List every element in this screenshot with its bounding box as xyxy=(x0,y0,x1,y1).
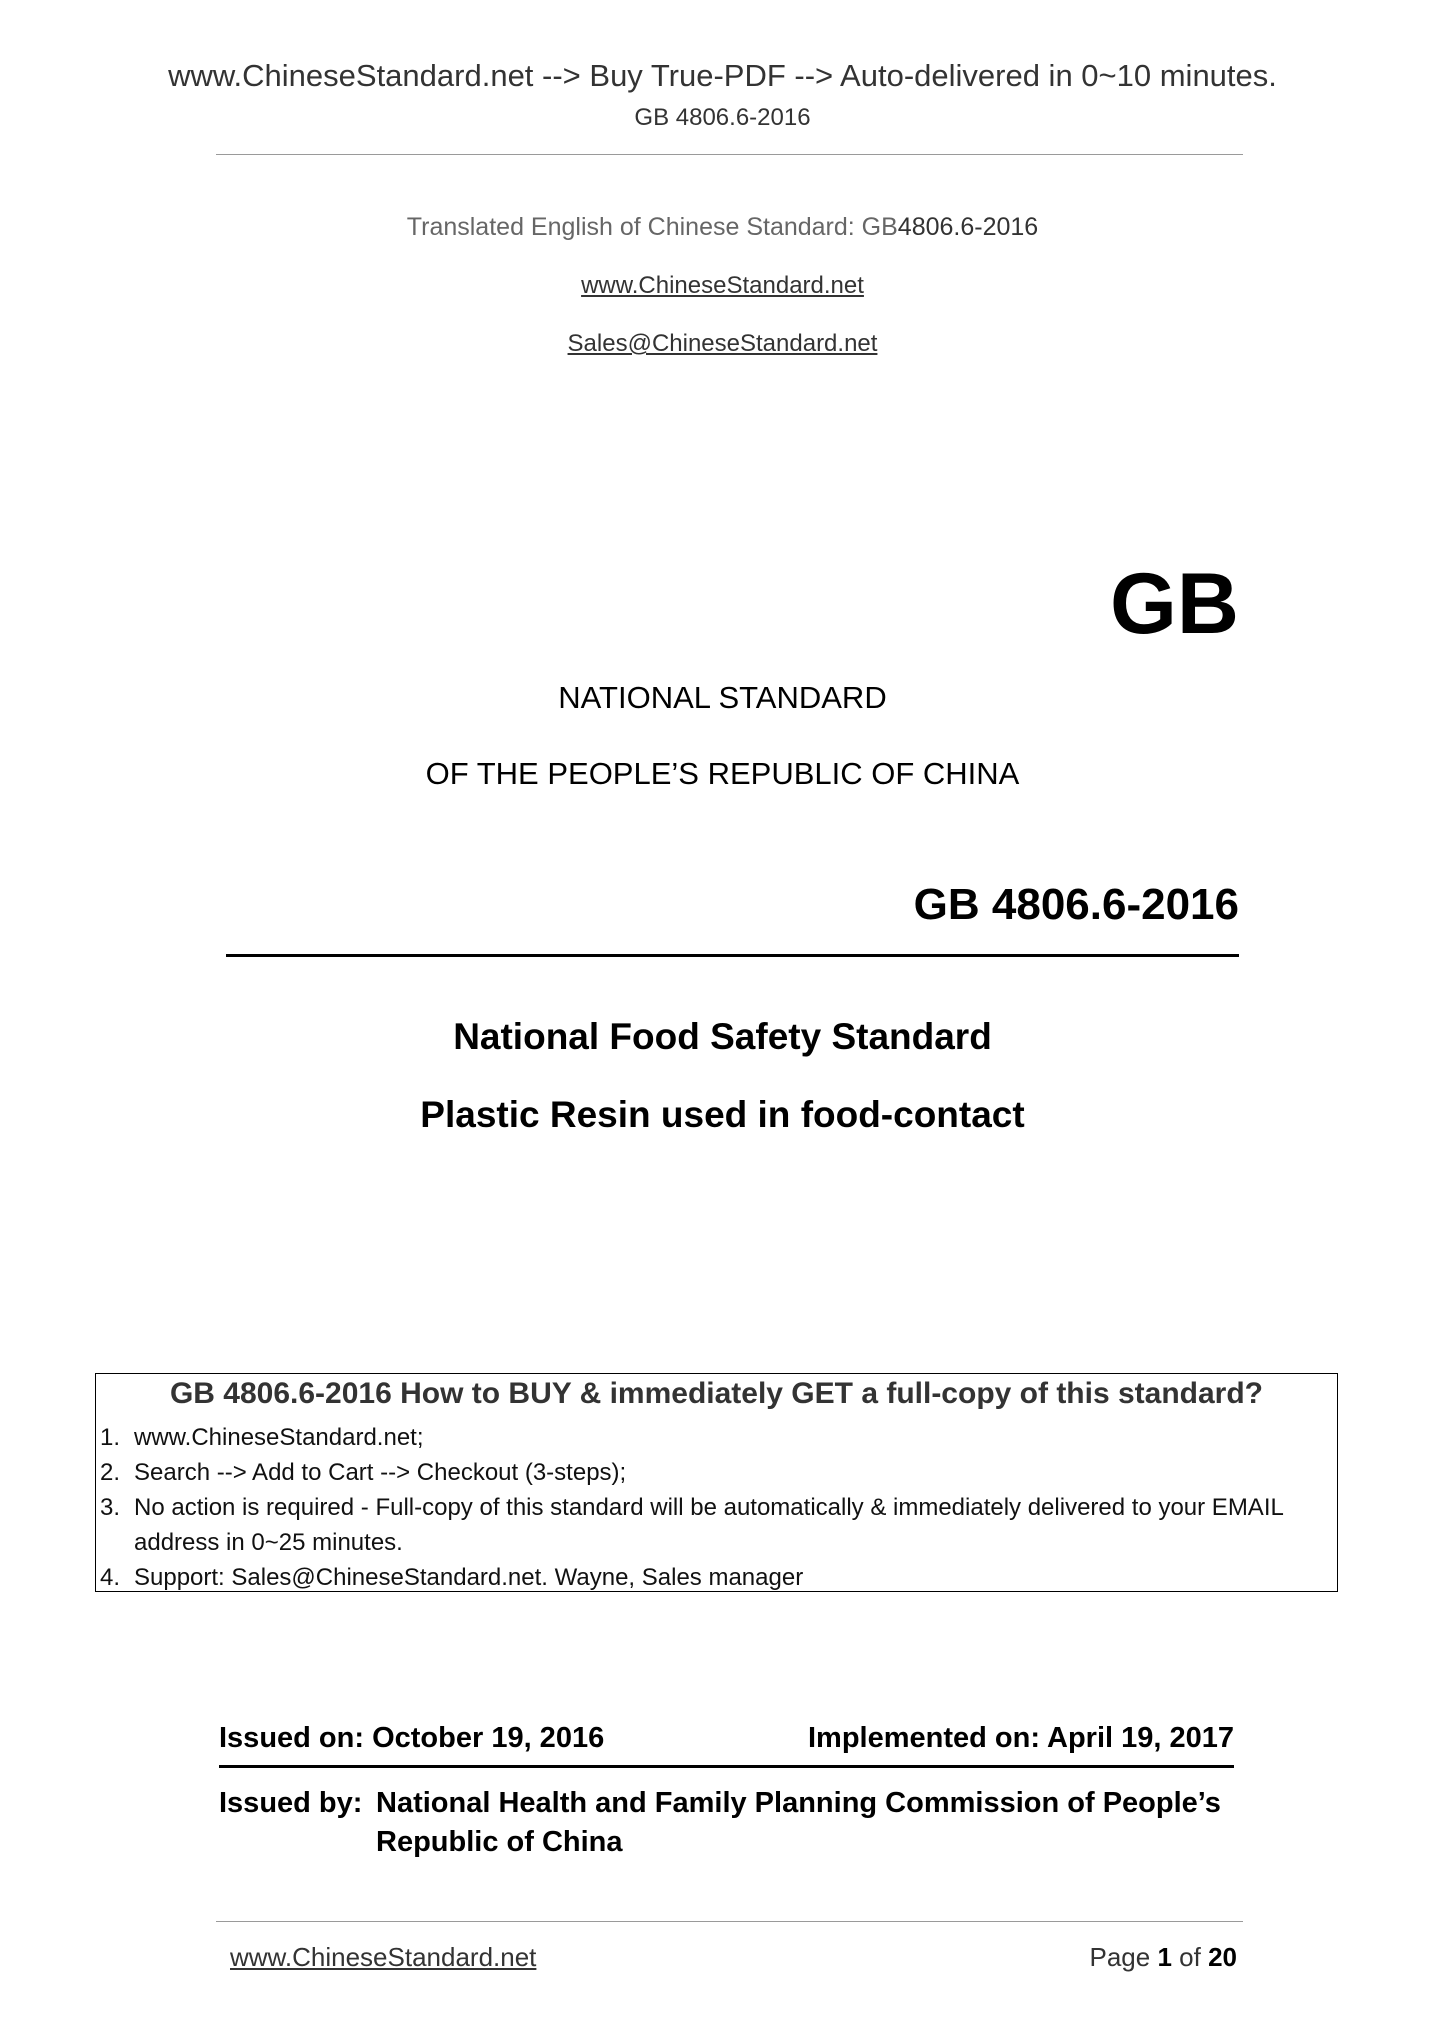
standard-code-divider xyxy=(226,954,1239,957)
implemented-on-date: Implemented on: April 19, 2017 xyxy=(808,1722,1234,1754)
list-item xyxy=(100,1420,1331,1455)
document-title-line2: Plastic Resin used in food-contact xyxy=(420,1094,1025,1135)
step-text: Support: Sales@ChineseStandard.net. Wayne, Sales manager xyxy=(134,1564,804,1591)
header-banner: www.ChineseStandard.net --> Buy True-PDF --> Auto-delivered in 0~10 minutes. xyxy=(168,58,1277,93)
issued-by-label: Issued by: xyxy=(219,1787,363,1819)
step-number: 3. xyxy=(100,1494,121,1521)
translation-notice xyxy=(0,213,1445,242)
issued-on-date: Issued on: October 19, 2016 xyxy=(219,1722,605,1754)
list-item xyxy=(100,1455,1331,1490)
purchase-info-box xyxy=(95,1373,1338,1592)
step-text[interactable]: www.ChineseStandard.net; xyxy=(134,1424,424,1451)
website-link-row xyxy=(0,272,1445,300)
purchase-info-title: GB 4806.6-2016 How to BUY & immediately GET a full-copy of this standard? xyxy=(169,1377,1264,1410)
standard-code: GB 4806.6-2016 xyxy=(913,880,1239,929)
issued-by-value: National Health and Family Planning Commission of People’s Republic of China xyxy=(376,1787,1221,1858)
website-link[interactable]: www.ChineseStandard.net xyxy=(581,272,864,299)
gb-mark: GB xyxy=(1110,556,1239,652)
list-item xyxy=(100,1490,1331,1560)
page-of: of xyxy=(1179,1942,1201,1972)
national-standard-heading: NATIONAL STANDARD xyxy=(558,680,887,715)
list-item xyxy=(100,1560,1331,1595)
email-link-row xyxy=(0,330,1445,358)
issue-divider xyxy=(219,1765,1234,1768)
email-link[interactable]: Sales@ChineseStandard.net xyxy=(567,330,878,357)
header-divider xyxy=(216,154,1243,155)
step-text: No action is required - Full-copy of this standard will be automatically & immediately delivered to your EMAIL address in 0~25 minutes. xyxy=(134,1494,1283,1556)
issued-by xyxy=(219,1784,1239,1862)
purchase-steps-list xyxy=(100,1420,1331,1595)
translation-code: 4806.6-2016 xyxy=(897,213,1039,241)
page-prefix: Page xyxy=(1089,1942,1151,1972)
header-standard-code: GB 4806.6-2016 xyxy=(634,104,811,131)
footer-divider xyxy=(216,1921,1243,1922)
step-number: 1. xyxy=(100,1424,121,1451)
footer-website-link[interactable]: www.ChineseStandard.net xyxy=(230,1942,537,1972)
page-current: 1 xyxy=(1157,1942,1172,1972)
page-total: 20 xyxy=(1208,1942,1237,1972)
translation-prefix: Translated English of Chinese Standard: GB xyxy=(406,213,898,241)
step-text: Search --> Add to Cart --> Checkout (3-steps); xyxy=(134,1459,627,1486)
republic-heading: OF THE PEOPLE’S REPUBLIC OF CHINA xyxy=(425,756,1020,791)
document-title-line1: National Food Safety Standard xyxy=(453,1016,992,1057)
step-number: 4. xyxy=(100,1564,121,1591)
step-number: 2. xyxy=(100,1459,121,1486)
page-number xyxy=(1089,1942,1237,1973)
